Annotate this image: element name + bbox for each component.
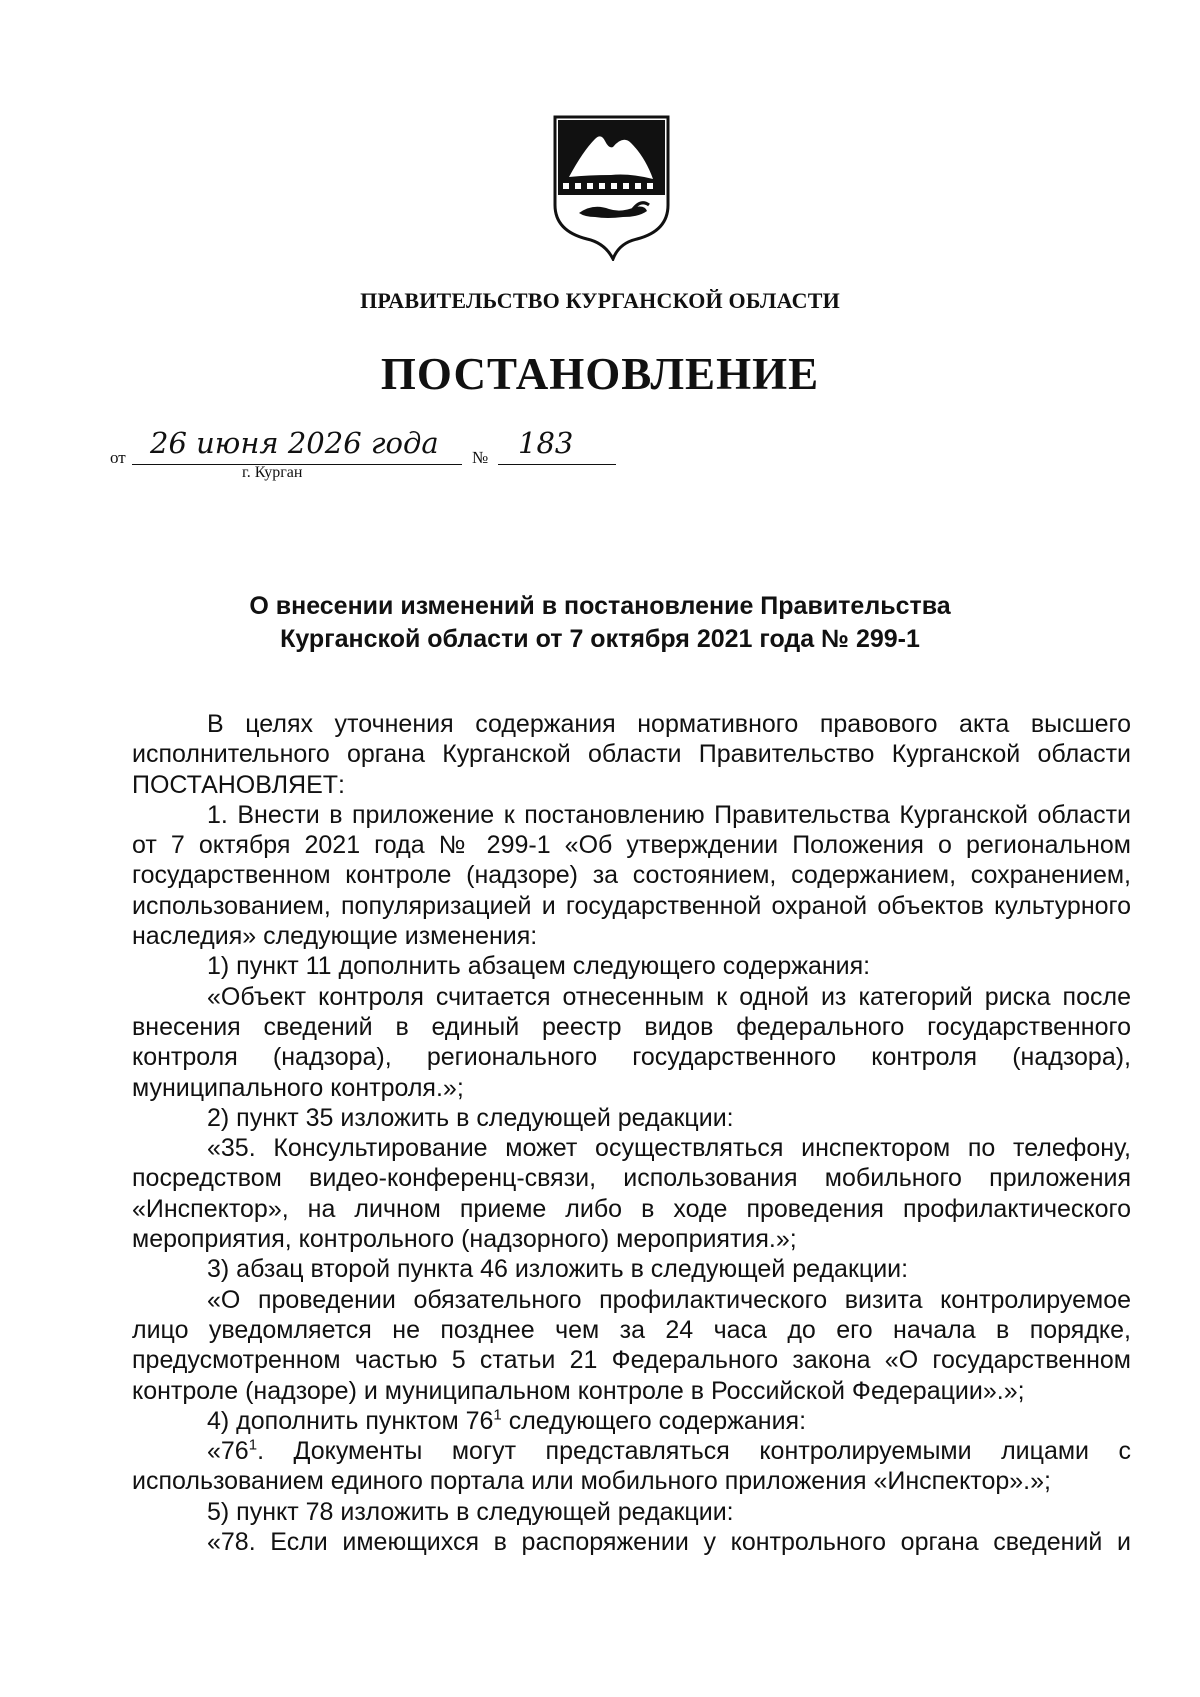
number-label: №: [472, 448, 489, 467]
paragraph: [132, 1406, 1131, 1436]
paragraph: «78. Если имеющихся в распоряжении у контрольного органа сведений и: [207, 1528, 1131, 1557]
organization-title: ПРАВИТЕЛЬСТВО КУРГАНСКОЙ ОБЛАСТИ: [360, 288, 840, 313]
coat-of-arms-icon: [549, 113, 674, 261]
superscript: 1: [493, 1406, 502, 1424]
subject-line-1: О внесении изменений в постановление Правительства: [249, 592, 951, 620]
date-from-label: от: [110, 448, 126, 467]
paragraph: «Объект контроля считается отнесенным к одной из категорий риска после внесения сведений в единый реестр видов федерального государственного контроля (надзора), регионального государственного контроля (надзора), муниципального контроля.»;: [132, 982, 1131, 1102]
paragraph: 1. Внести в приложение к постановлению Правительства Курганской области от 7 октября 2021 года № 299-1 «Об утверждении Положения о региональном государственном контроле (надзоре) за состоянием, содержанием, сохранением, использованием, популяризацией и государственной охраной объектов культурного наследия» следующие изменения:: [132, 800, 1131, 951]
handwritten-number: 183: [518, 426, 574, 460]
paragraph: 5) пункт 78 изложить в следующей редакции:: [207, 1497, 734, 1526]
paragraph-text: 4) дополнить пунктом 76: [207, 1406, 494, 1435]
paragraph-text: . Документы могут представляться контролируемыми лицами с использованием единого портала или мобильного приложения «Инспектор».»;: [132, 1437, 1131, 1496]
paragraph-text: «76: [207, 1437, 249, 1466]
subject-line-2: Курганской области от 7 октября 2021 года № 299-1: [280, 625, 920, 653]
paragraph: 3) абзац второй пункта 46 изложить в следующей редакции:: [207, 1255, 909, 1284]
superscript: 1: [248, 1436, 258, 1454]
paragraph: 1) пункт 11 дополнить абзацем следующего содержания:: [207, 952, 871, 981]
paragraph: «О проведении обязательного профилактического визита контролируемое лицо уведомляется не позднее чем за 24 часа до его начала в порядке, предусмотренном частью 5 статьи 21 Федерального закона «О государственном контроле (надзоре) и муниципальном контроле в Российской Федерации».»;: [132, 1285, 1131, 1405]
document-subject: [0, 590, 1200, 656]
date-number-row: [110, 428, 630, 474]
paragraph: «35. Консультирование может осуществляться инспектором по телефону, посредством видео-конференц-связи, использования мобильного приложения «Инспектор», на личном приеме либо в ходе проведения профилактического мероприятия, контрольного (надзорного) мероприятия.»;: [132, 1134, 1131, 1254]
paragraph: [132, 1436, 1131, 1497]
handwritten-date: 26 июня 2026 года: [150, 426, 439, 460]
number-underline: [498, 464, 616, 465]
paragraph-text: следующего содержания:: [501, 1406, 807, 1435]
city-label: г. Курган: [242, 464, 303, 481]
paragraph: 2) пункт 35 изложить в следующей редакции:: [207, 1103, 734, 1132]
document-type-heading: ПОСТАНОВЛЕНИЕ: [380, 349, 820, 399]
document-body: [132, 709, 1131, 1557]
paragraph: В целях уточнения содержания нормативного правового акта высшего исполнительного органа Курганской области Правительство Курганской области ПОСТАНОВЛЯЕТ:: [132, 710, 1131, 799]
